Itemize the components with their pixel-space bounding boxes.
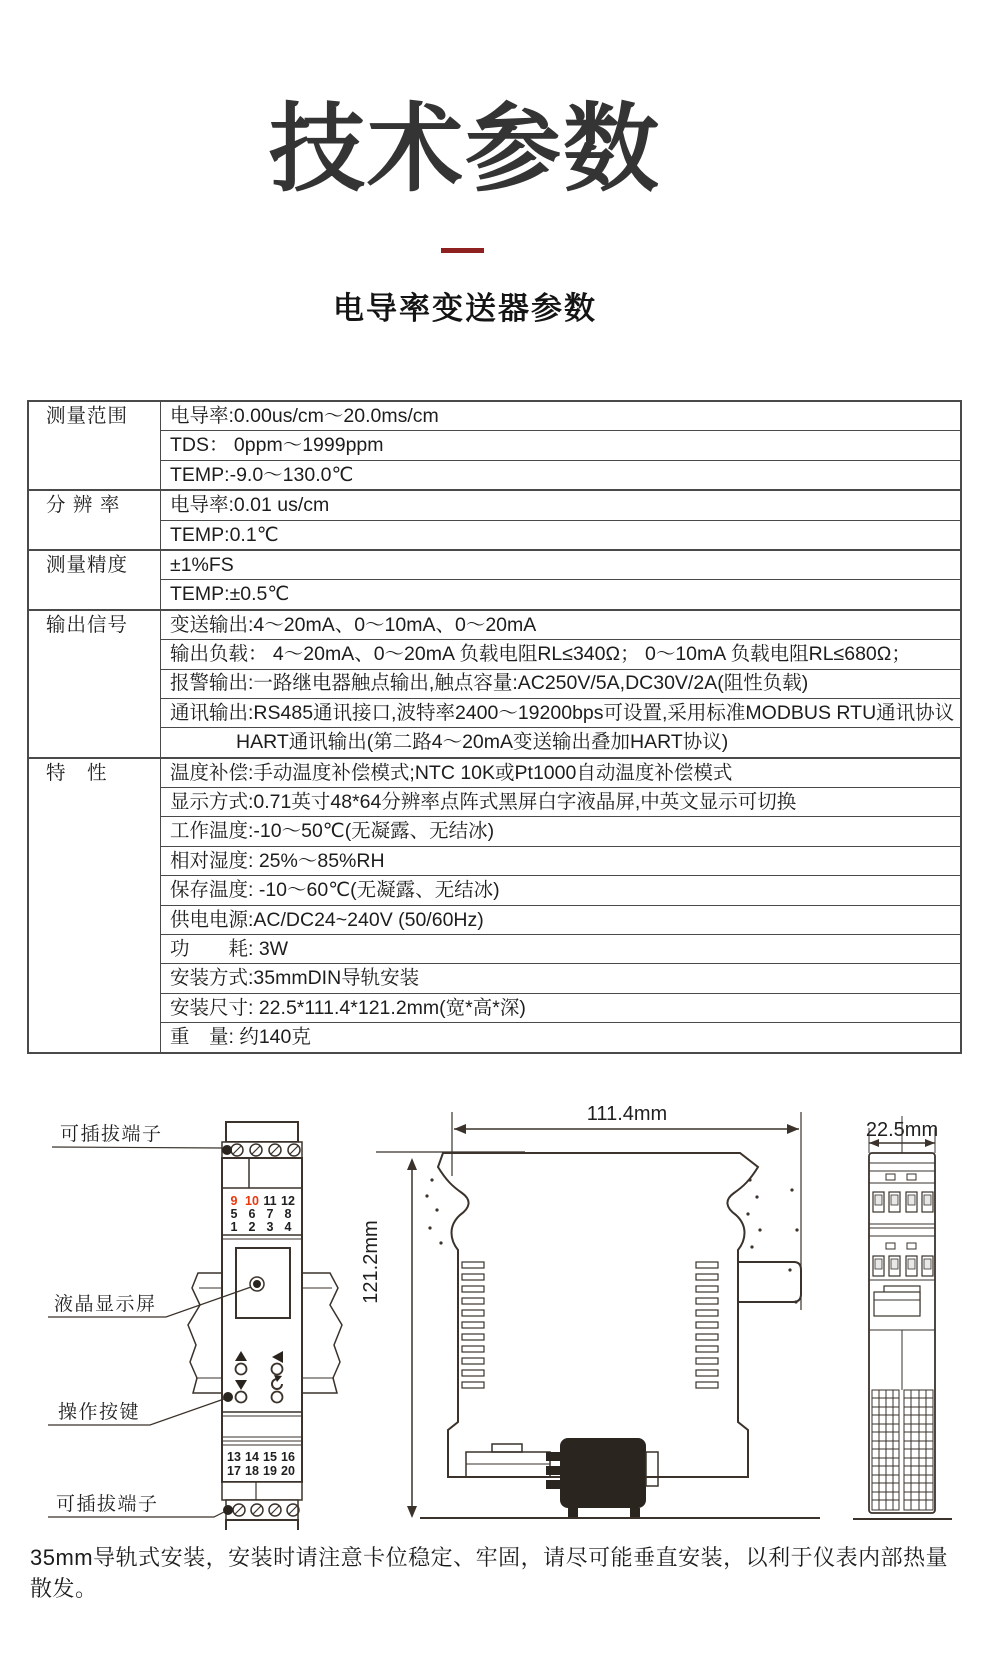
callout-terminal-top xyxy=(52,1123,222,1148)
pointer-dot xyxy=(223,1505,233,1515)
table-row xyxy=(28,905,961,934)
label-buttons: 操作按键 xyxy=(58,1402,141,1423)
spec-value: 安装方式:35mmDIN导轨安装 xyxy=(161,964,962,993)
spec-value: 重 量: 约140克 xyxy=(161,1023,962,1053)
page-title: 技术参数 xyxy=(269,96,661,203)
spec-value: HART通讯输出(第二路4～20mA变送输出叠加HART协议) xyxy=(161,728,962,758)
spec-category: 特 性 xyxy=(28,758,161,1053)
label-terminal-bottom: 可插拔端子 xyxy=(56,1494,159,1515)
terminal-number: 17 xyxy=(227,1464,241,1478)
dimension-length-label: 111.4mm xyxy=(586,1103,668,1125)
page-subtitle: 电导率变送器参数 xyxy=(333,291,597,326)
terminal-cap xyxy=(226,1520,298,1530)
side-view-diagram xyxy=(360,1103,820,1518)
table-row xyxy=(28,460,961,490)
leader-line xyxy=(52,1147,222,1148)
rail-clip-tab xyxy=(738,1262,801,1302)
terminal-number: 3 xyxy=(266,1220,274,1234)
dimension-width-label: 22.5mm xyxy=(865,1119,939,1141)
terminal-number: 10 xyxy=(245,1194,259,1208)
label-lcd: 液晶显示屏 xyxy=(54,1294,157,1315)
terminal-number: 11 xyxy=(263,1194,277,1208)
table-row xyxy=(28,876,961,905)
table-row xyxy=(28,580,961,610)
spec-category: 分 辨 率 xyxy=(28,490,161,550)
terminal-number: 14 xyxy=(245,1450,259,1464)
spec-value: 供电电源:AC/DC24~240V (50/60Hz) xyxy=(161,905,962,934)
spec-value: 工作温度:-10～50℃(无凝露、无结冰) xyxy=(161,817,962,846)
connector-foot xyxy=(630,1508,640,1518)
spec-value: 安装尺寸: 22.5*111.4*121.2mm(宽*高*深) xyxy=(161,993,962,1022)
arrowhead-up xyxy=(407,1158,417,1170)
table-row xyxy=(28,788,961,817)
lcd-dot xyxy=(253,1280,261,1288)
pointer-dot xyxy=(222,1145,232,1155)
connector-body xyxy=(560,1438,646,1508)
vent-slots-right xyxy=(696,1262,718,1388)
pointer-dot xyxy=(223,1392,233,1402)
spec-value: TEMP:-9.0～130.0℃ xyxy=(161,460,962,490)
table-row xyxy=(28,728,961,758)
power-connector xyxy=(546,1438,658,1518)
spec-category: 测量范围 xyxy=(28,401,161,490)
table-row xyxy=(28,758,961,788)
spec-category: 测量精度 xyxy=(28,550,161,610)
vent-slots-left xyxy=(462,1262,484,1388)
installation-diagram xyxy=(0,1030,990,1530)
terminal-number: 2 xyxy=(248,1220,256,1234)
terminal-number: 20 xyxy=(281,1464,295,1478)
terminal-number: 16 xyxy=(281,1450,295,1464)
terminal-number: 15 xyxy=(263,1450,277,1464)
arrowhead-left xyxy=(454,1124,466,1134)
dimension-height xyxy=(360,1152,525,1518)
spec-value: 显示方式:0.71英寸48*64分辨率点阵式黑屏白字液晶屏,中英文显示可切换 xyxy=(161,788,962,817)
din-rail-right xyxy=(302,1273,342,1393)
callout-lcd xyxy=(48,1287,251,1317)
terminal-number: 8 xyxy=(284,1207,292,1221)
spec-value: TDS： 0ppm～1999ppm xyxy=(161,431,962,460)
terminal-number: 19 xyxy=(263,1464,277,1478)
table-row xyxy=(28,520,961,550)
spec-value: 通讯输出:RS485通讯接口,波特率2400～19200bps可设置,采用标准MODBUS RTU通讯协议 xyxy=(161,698,962,727)
spec-value: 功 耗: 3W xyxy=(161,935,962,964)
table-row xyxy=(28,964,961,993)
spec-value: 相对湿度: 25%～85%RH xyxy=(161,846,962,875)
table-row xyxy=(28,669,961,698)
connector-foot xyxy=(568,1508,578,1518)
spec-value: 电导率:0.00us/cm～20.0ms/cm xyxy=(161,401,962,431)
terminal-number: 1 xyxy=(230,1220,238,1234)
connector-pin xyxy=(546,1452,560,1461)
label-terminal-top: 可插拔端子 xyxy=(60,1124,163,1145)
terminal-band xyxy=(222,1482,302,1500)
spec-value: 温度补偿:手动温度补偿模式;NTC 10K或Pt1000自动温度补偿模式 xyxy=(161,758,962,788)
arrowhead-down xyxy=(407,1506,417,1518)
din-rail-left xyxy=(188,1273,222,1393)
install-note: 35mm导轨式安装，安装时请注意卡位稳定、牢固，请尽可能垂直安装，以利于仪表内部热量散发。 xyxy=(30,1545,949,1601)
profile-outline xyxy=(438,1153,758,1477)
table-row xyxy=(28,610,961,640)
table-row xyxy=(28,846,961,875)
spec-value: TEMP:±0.5℃ xyxy=(161,580,962,610)
top-view-diagram xyxy=(853,1116,952,1519)
spec-value: 输出负载： 4～20mA、0～20mA 负载电阻RL≤340Ω； 0～10mA 负载电阻RL≤680Ω； xyxy=(161,640,962,669)
spec-value: 变送输出:4～20mA、0～10mA、0～20mA xyxy=(161,610,962,640)
arrowhead-right xyxy=(787,1124,799,1134)
title-divider xyxy=(441,248,484,253)
front-view-diagram xyxy=(48,1122,342,1530)
callout-buttons xyxy=(48,1399,224,1425)
dimension-height-label: 121.2mm xyxy=(360,1220,382,1304)
terminal-number: 13 xyxy=(227,1450,241,1464)
callout-terminal-bottom xyxy=(48,1493,224,1517)
terminal-number: 4 xyxy=(284,1220,292,1234)
spec-value: 报警输出:一路继电器触点输出,触点容量:AC250V/5A,DC30V/2A(阻性负载) xyxy=(161,669,962,698)
terminal-number: 7 xyxy=(266,1207,274,1221)
table-row xyxy=(28,401,961,431)
terminal-number: 9 xyxy=(230,1194,238,1208)
terminal-number: 18 xyxy=(245,1464,259,1478)
table-row xyxy=(28,640,961,669)
spec-value: TEMP:0.1℃ xyxy=(161,520,962,550)
top-terminal-block xyxy=(222,1122,302,1158)
spec-value: 保存温度: -10～60℃(无凝露、无结冰) xyxy=(161,876,962,905)
spec-table xyxy=(27,400,962,1054)
table-row xyxy=(28,490,961,520)
table-row xyxy=(28,817,961,846)
terminal-number: 6 xyxy=(248,1207,256,1221)
spec-value: ±1%FS xyxy=(161,550,962,580)
terminal-cap xyxy=(226,1122,298,1142)
table-row xyxy=(28,993,961,1022)
terminal-number: 5 xyxy=(230,1207,238,1221)
base-step xyxy=(466,1444,550,1477)
connector-pin xyxy=(546,1466,560,1475)
spec-category: 输出信号 xyxy=(28,610,161,758)
dimension-length xyxy=(452,1103,801,1310)
table-row xyxy=(28,431,961,460)
spec-value: 电导率:0.01 us/cm xyxy=(161,490,962,520)
table-row xyxy=(28,698,961,727)
connector-pin xyxy=(546,1480,560,1489)
table-row xyxy=(28,935,961,964)
table-row xyxy=(28,550,961,580)
connector-bracket xyxy=(646,1452,658,1486)
terminal-number: 12 xyxy=(281,1194,295,1208)
bottom-terminal-block xyxy=(222,1482,302,1530)
